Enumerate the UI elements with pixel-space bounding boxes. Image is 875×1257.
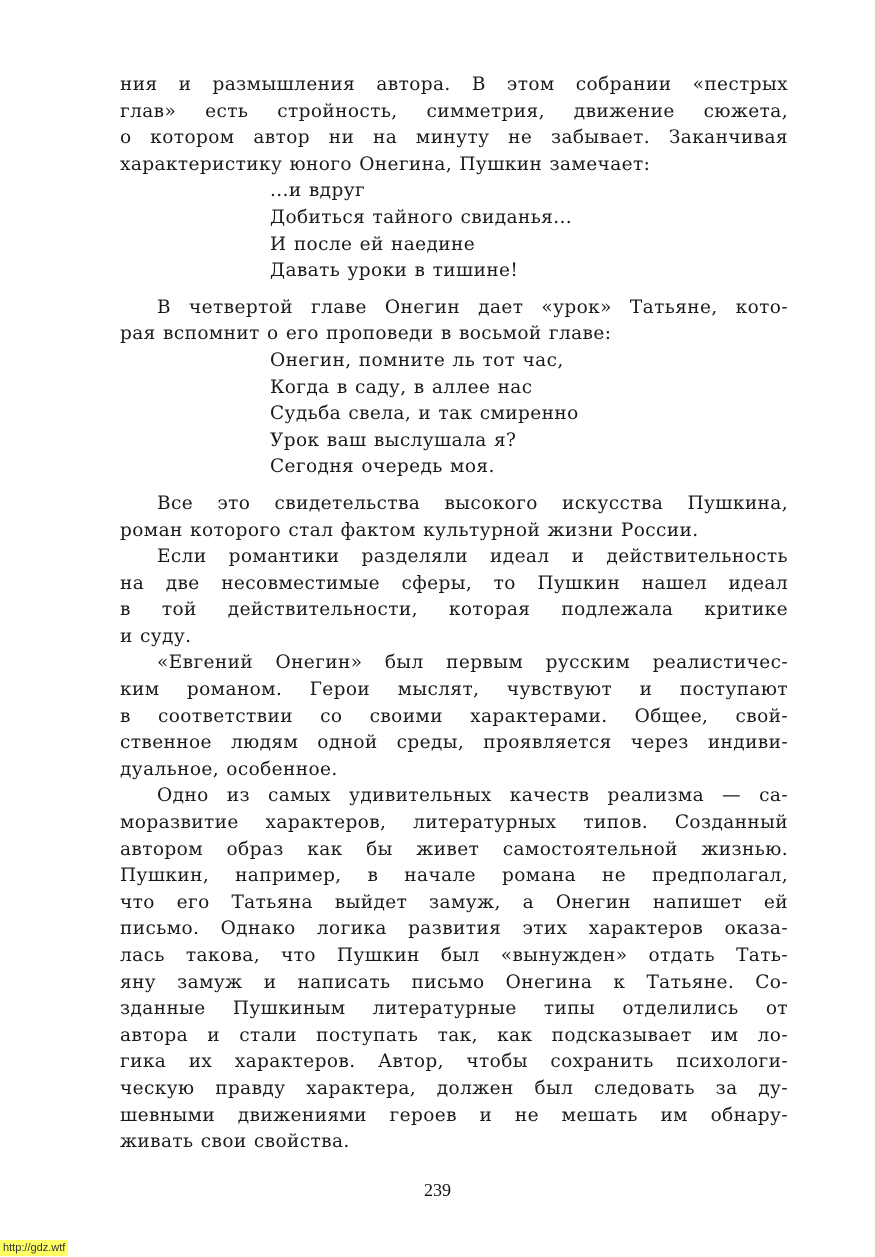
verse-line: Онегин, помните ль тот час,	[270, 349, 564, 371]
text-line: глав» есть стройность, симметрия, движение сюжета,	[120, 100, 788, 122]
text-line: В четвертой главе Онегин дает «урок» Татьяне, кото-	[157, 296, 788, 318]
text-line: роман которого стал фактом культурной жизни России.	[120, 519, 699, 541]
text-line: автора и стали поступать так, как подсказывает им ло-	[120, 1024, 788, 1046]
paragraph-5	[120, 650, 788, 783]
text-line: дуальное, особенное.	[120, 758, 338, 780]
text-line: гика их характеров. Автор, чтобы сохранить психологи-	[120, 1051, 788, 1073]
verse-line: И после ей наедине	[270, 233, 476, 255]
text-line: автором образ как бы живет самостоятельной жизнью.	[120, 838, 788, 860]
text-line: моразвитие характеров, литературных типов. Созданный	[120, 812, 788, 834]
text-line: Пушкин, например, в начале романа не предполагал,	[120, 865, 788, 887]
paragraph-2	[120, 295, 788, 348]
verse-line: Давать уроки в тишине!	[270, 260, 519, 282]
verse-line: ...и вдруг	[270, 180, 366, 202]
paragraph-4	[120, 544, 788, 650]
verse-line: Когда в саду, в аллее нас	[270, 376, 533, 398]
text-line: зданные Пушкиным литературные типы отделились от	[120, 998, 788, 1020]
text-line: рая вспомнит о его проповеди в восьмой главе:	[120, 323, 612, 345]
text-line: письмо. Однако логика развития этих характеров оказа-	[120, 918, 788, 940]
text-line: характеристику юного Онегина, Пушкин замечает:	[120, 153, 651, 175]
text-line: ственное людям одной среды, проявляется через индиви-	[120, 732, 788, 754]
text-line: живать свои свойства.	[120, 1131, 350, 1153]
paragraph-1	[120, 72, 788, 178]
verse-line: Урок ваш выслушала я?	[270, 429, 517, 451]
verse-quote-1	[270, 178, 788, 284]
watermark-link[interactable]: http://gdz.wtf	[0, 1240, 68, 1256]
text-line: яну замуж и написать письмо Онегина к Татьяне. Со-	[120, 971, 788, 993]
page-body	[120, 72, 788, 1156]
text-line: ния и размышления автора. В этом собрании «пестрых	[120, 74, 788, 95]
page-number: 239	[424, 1180, 451, 1200]
text-line: шевными движениями героев и не мешать им обнару-	[120, 1104, 788, 1126]
text-line: Если романтики разделяли идеал и действительность	[157, 546, 788, 568]
text-line: в той действительности, которая подлежала критике	[120, 599, 788, 621]
text-line: Одно из самых удивительных качеств реализма — са-	[157, 785, 788, 807]
text-line: и суду.	[120, 625, 192, 647]
text-line: что его Татьяна выйдет замуж, а Онегин напишет ей	[120, 891, 788, 913]
text-line: ческую правду характера, должен был следовать за ду-	[120, 1077, 788, 1099]
text-line: «Евгений Онегин» был первым русским реалистичес-	[157, 652, 788, 674]
text-line: Все это свидетельства высокого искусства Пушкина,	[157, 492, 788, 514]
paragraph-6	[120, 783, 788, 1155]
verse-quote-2	[270, 348, 788, 481]
text-line: на две несовместимые сферы, то Пушкин нашел идеал	[120, 572, 788, 594]
verse-line: Сегодня очередь моя.	[270, 456, 495, 478]
verse-line: Судьба свела, и так смиренно	[270, 403, 579, 425]
text-line: в соответствии со своими характерами. Общее, свой-	[120, 705, 788, 727]
text-line: лась такова, что Пушкин был «вынужден» отдать Тать-	[120, 945, 788, 966]
text-line: о котором автор ни на минуту не забывает. Заканчивая	[120, 127, 788, 149]
paragraph-3	[120, 491, 788, 544]
text-line: ким романом. Герои мыслят, чувствуют и поступают	[120, 679, 788, 701]
verse-line: Добиться тайного свиданья...	[270, 206, 573, 228]
